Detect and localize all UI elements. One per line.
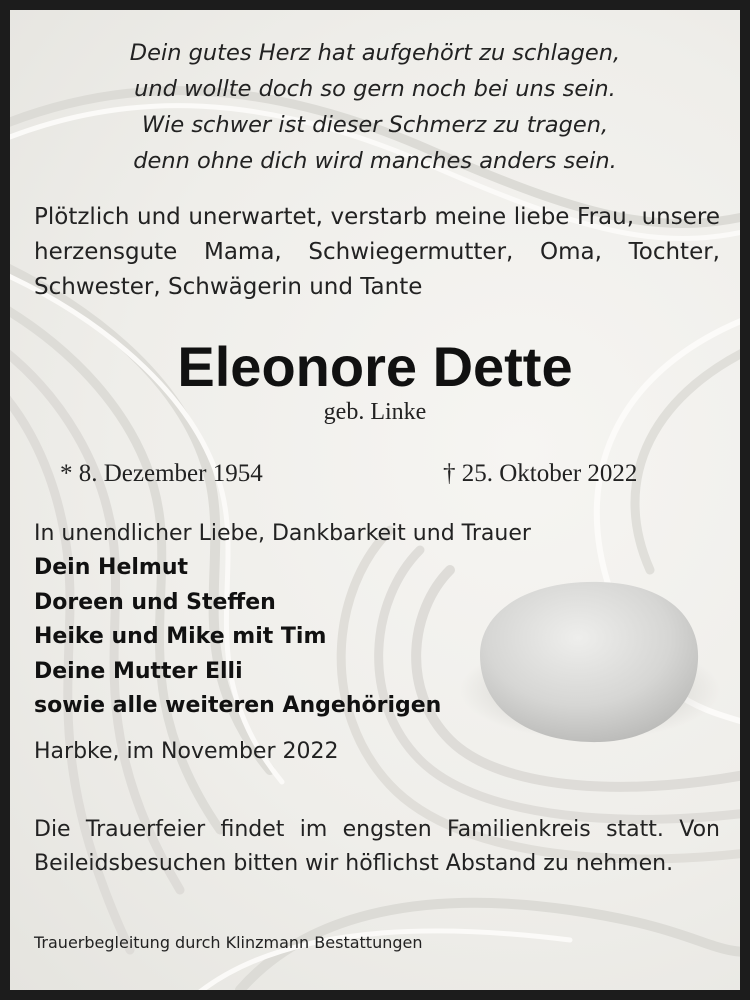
poem-line: Wie schwer ist dieser Schmerz zu tragen, [141, 112, 609, 138]
place-and-date: Harbke, im November 2022 [34, 739, 339, 764]
funeral-home-credit: Trauerbegleitung durch Klinzmann Bestattungen [34, 933, 423, 952]
birth-date: * 8. Dezember 1954 [60, 460, 263, 487]
funeral-notice: Die Trauerfeier findet im engsten Familienkreis statt. Von Beileidsbesuchen bitten wir höflichst Abstand zu nehmen. [34, 817, 720, 876]
family-member: Heike und Mike mit Tim [34, 624, 327, 649]
family-member: Doreen und Steffen [34, 589, 276, 615]
poem-line: Dein gutes Herz hat aufgehört zu schlagen, [129, 40, 621, 66]
mourning-line: In unendlicher Liebe, Dankbarkeit und Trauer [34, 521, 531, 546]
obituary-card [10, 10, 740, 990]
poem-line: denn ohne dich wird manches anders sein. [133, 148, 617, 174]
death-date: † 25. Oktober 2022 [443, 460, 638, 487]
deceased-name: Eleonore Dette [177, 335, 573, 398]
family-list [34, 551, 720, 724]
family-member: Deine Mutter Elli [34, 658, 243, 684]
birth-name: geb. Linke [323, 399, 427, 425]
poem-line: und wollte doch so gern noch bei uns sein. [134, 76, 616, 102]
family-member: sowie alle weiteren Angehörigen [34, 693, 442, 718]
family-member: Dein Helmut [34, 555, 189, 580]
death-announcement-text: Plötzlich und unerwartet, verstarb meine liebe Frau, unsere herzensgute Mama, Schwiegermutter, Oma, Tochter, Schwester, Schwägerin und Tante [34, 204, 720, 300]
memorial-poem [10, 35, 740, 179]
